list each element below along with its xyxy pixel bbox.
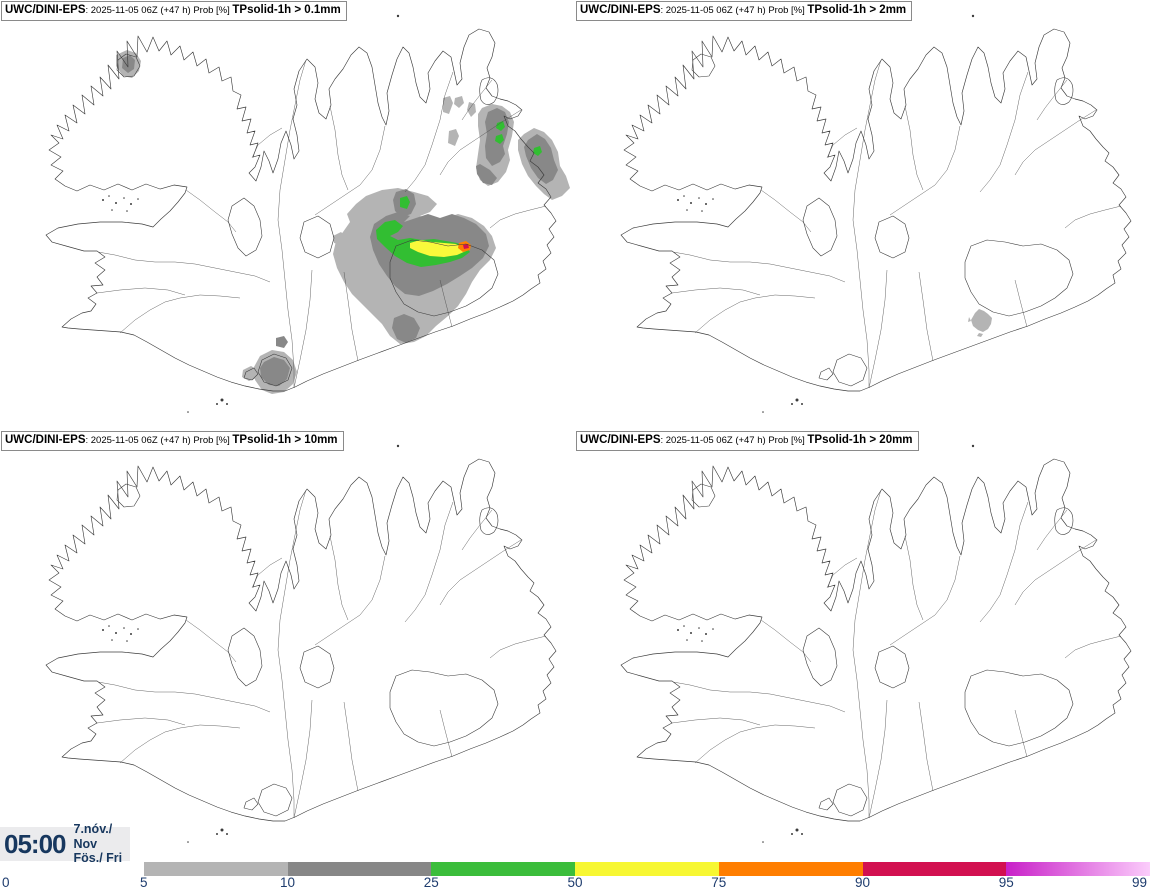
threshold-label: TPsolid-1h > 2mm bbox=[807, 4, 907, 16]
model-name: UWC/DINI-EPS bbox=[580, 434, 661, 446]
colorbar-tick-10: 10 bbox=[279, 875, 296, 890]
colorbar-tick-50: 50 bbox=[567, 875, 583, 890]
iceland-map-2mm bbox=[575, 0, 1150, 430]
panel-title-2mm bbox=[576, 1, 912, 21]
colorbar-tick-90: 90 bbox=[854, 875, 871, 890]
valid-date bbox=[74, 822, 131, 865]
colorbar-tick-5: 5 bbox=[139, 875, 148, 890]
colorbar-segment-10-25 bbox=[288, 862, 432, 876]
colorbar-segment-75-90 bbox=[719, 862, 863, 876]
panel-title-10mm bbox=[1, 431, 344, 451]
panel-title-20mm bbox=[576, 431, 919, 451]
valid-date-line1: 7.nóv./ Nov bbox=[73, 822, 113, 851]
colorbar-segment-90-95 bbox=[863, 862, 1007, 876]
iceland-map-10mm bbox=[0, 430, 575, 860]
colorbar-segment-95-99 bbox=[1006, 862, 1150, 876]
colorbar-track bbox=[0, 862, 1150, 876]
colorbar-tick-75: 75 bbox=[711, 875, 727, 890]
run-info: : 2025-11-05 06Z (+47 h) Prob [%] bbox=[660, 435, 808, 446]
iceland-map-0p1mm bbox=[0, 0, 575, 430]
map-panel-20mm bbox=[575, 430, 1150, 860]
valid-time: 05:00 bbox=[4, 828, 66, 859]
iceland-map-20mm bbox=[575, 430, 1150, 860]
prob-gt5-region bbox=[968, 309, 992, 337]
colorbar-tick-95: 95 bbox=[998, 875, 1014, 890]
colorbar-segment-5-10 bbox=[144, 862, 288, 876]
model-name: UWC/DINI-EPS bbox=[580, 4, 661, 16]
run-info: : 2025-11-05 06Z (+47 h) Prob [%] bbox=[85, 5, 233, 16]
run-info: : 2025-11-05 06Z (+47 h) Prob [%] bbox=[85, 435, 233, 446]
colorbar-segment-50-75 bbox=[575, 862, 719, 876]
map-panel-2mm bbox=[575, 0, 1150, 430]
model-name: UWC/DINI-EPS bbox=[5, 434, 86, 446]
colorbar-segment-25-50 bbox=[431, 862, 575, 876]
colorbar-tick-0: 0 bbox=[2, 875, 10, 890]
valid-date-line2: Fös./ Fri bbox=[73, 851, 123, 866]
panel-title-0p1mm bbox=[1, 1, 347, 21]
model-name: UWC/DINI-EPS bbox=[5, 4, 86, 16]
colorbar-tick-99: 99 bbox=[1131, 875, 1147, 890]
map-panel-0p1mm bbox=[0, 0, 575, 430]
colorbar-tick-25: 25 bbox=[423, 875, 439, 890]
threshold-label: TPsolid-1h > 0.1mm bbox=[232, 4, 341, 16]
threshold-label: TPsolid-1h > 20mm bbox=[807, 434, 913, 446]
map-panel-10mm bbox=[0, 430, 575, 860]
threshold-label: TPsolid-1h > 10mm bbox=[232, 434, 338, 446]
valid-time-box bbox=[0, 822, 130, 866]
prob-gt5-region bbox=[116, 50, 570, 394]
run-info: : 2025-11-05 06Z (+47 h) Prob [%] bbox=[660, 5, 808, 16]
colorbar-labels bbox=[0, 875, 1150, 891]
